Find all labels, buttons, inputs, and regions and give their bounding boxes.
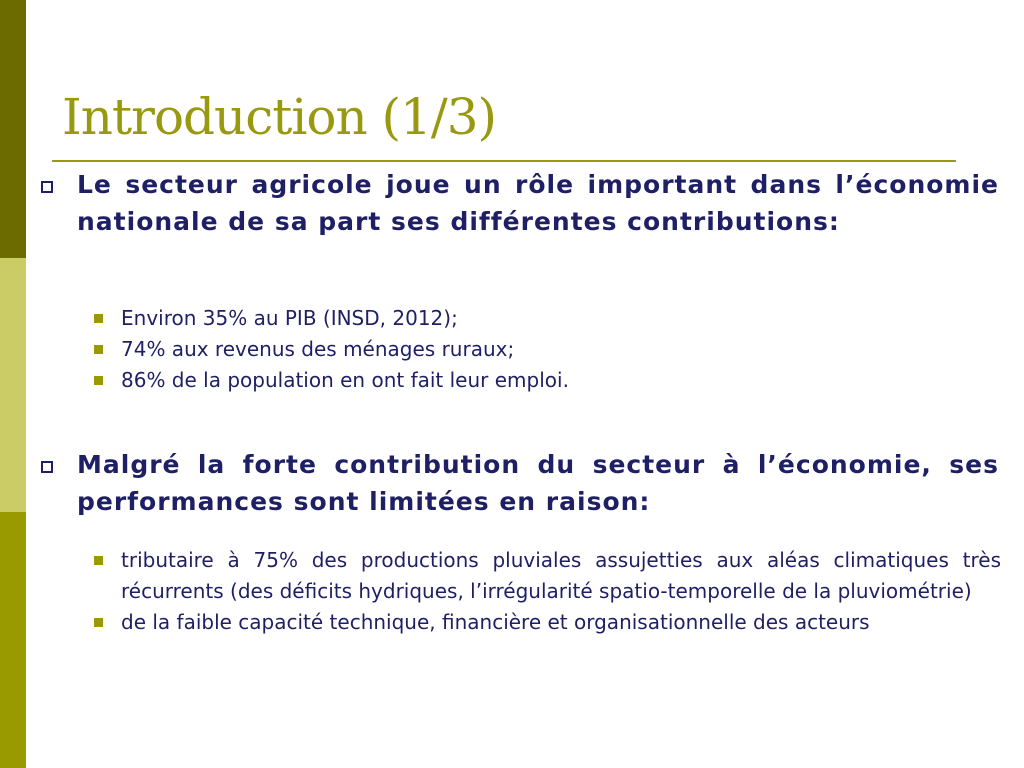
sub-bullet-text: Environ 35% au PIB (INSD, 2012); [121,306,458,330]
sub-bullet-list [0,545,1024,638]
sidebar-segment-dark [0,0,26,258]
title-underline [52,160,956,162]
filled-square-bullet-icon [94,345,103,354]
hollow-square-bullet-icon [41,181,53,193]
sub-bullet-text: 86% de la population en ont fait leur emploi. [121,368,569,392]
sub-bullet-text: 74% aux revenus des ménages ruraux; [121,337,515,361]
sub-bullet-text: de la faible capacité technique, financière et organisationnelle des acteurs [121,610,870,634]
filled-square-bullet-icon [94,376,103,385]
filled-square-bullet-icon [94,618,103,627]
sub-bullet-list [0,303,1024,396]
list-item [0,545,1024,607]
list-item [0,365,1024,396]
sub-bullet-text: tributaire à 75% des productions pluviales assujetties aux aléas climatiques très récurrents (des déficits hydriques, l’irrégularité spatio-temporelle de la pluviométrie) [121,548,1001,603]
filled-square-bullet-icon [94,314,103,323]
list-item [0,334,1024,365]
list-item [0,607,1024,638]
slide-title: Introduction (1/3) [62,88,497,146]
main-bullet-text: Le secteur agricole joue un rôle important dans l’économie nationale de sa part ses différentes contributions: [77,170,999,236]
filled-square-bullet-icon [94,556,103,565]
main-bullet-text: Malgré la forte contribution du secteur à l’économie, ses performances sont limitées en raison: [77,450,999,516]
list-item [0,303,1024,334]
hollow-square-bullet-icon [41,461,53,473]
